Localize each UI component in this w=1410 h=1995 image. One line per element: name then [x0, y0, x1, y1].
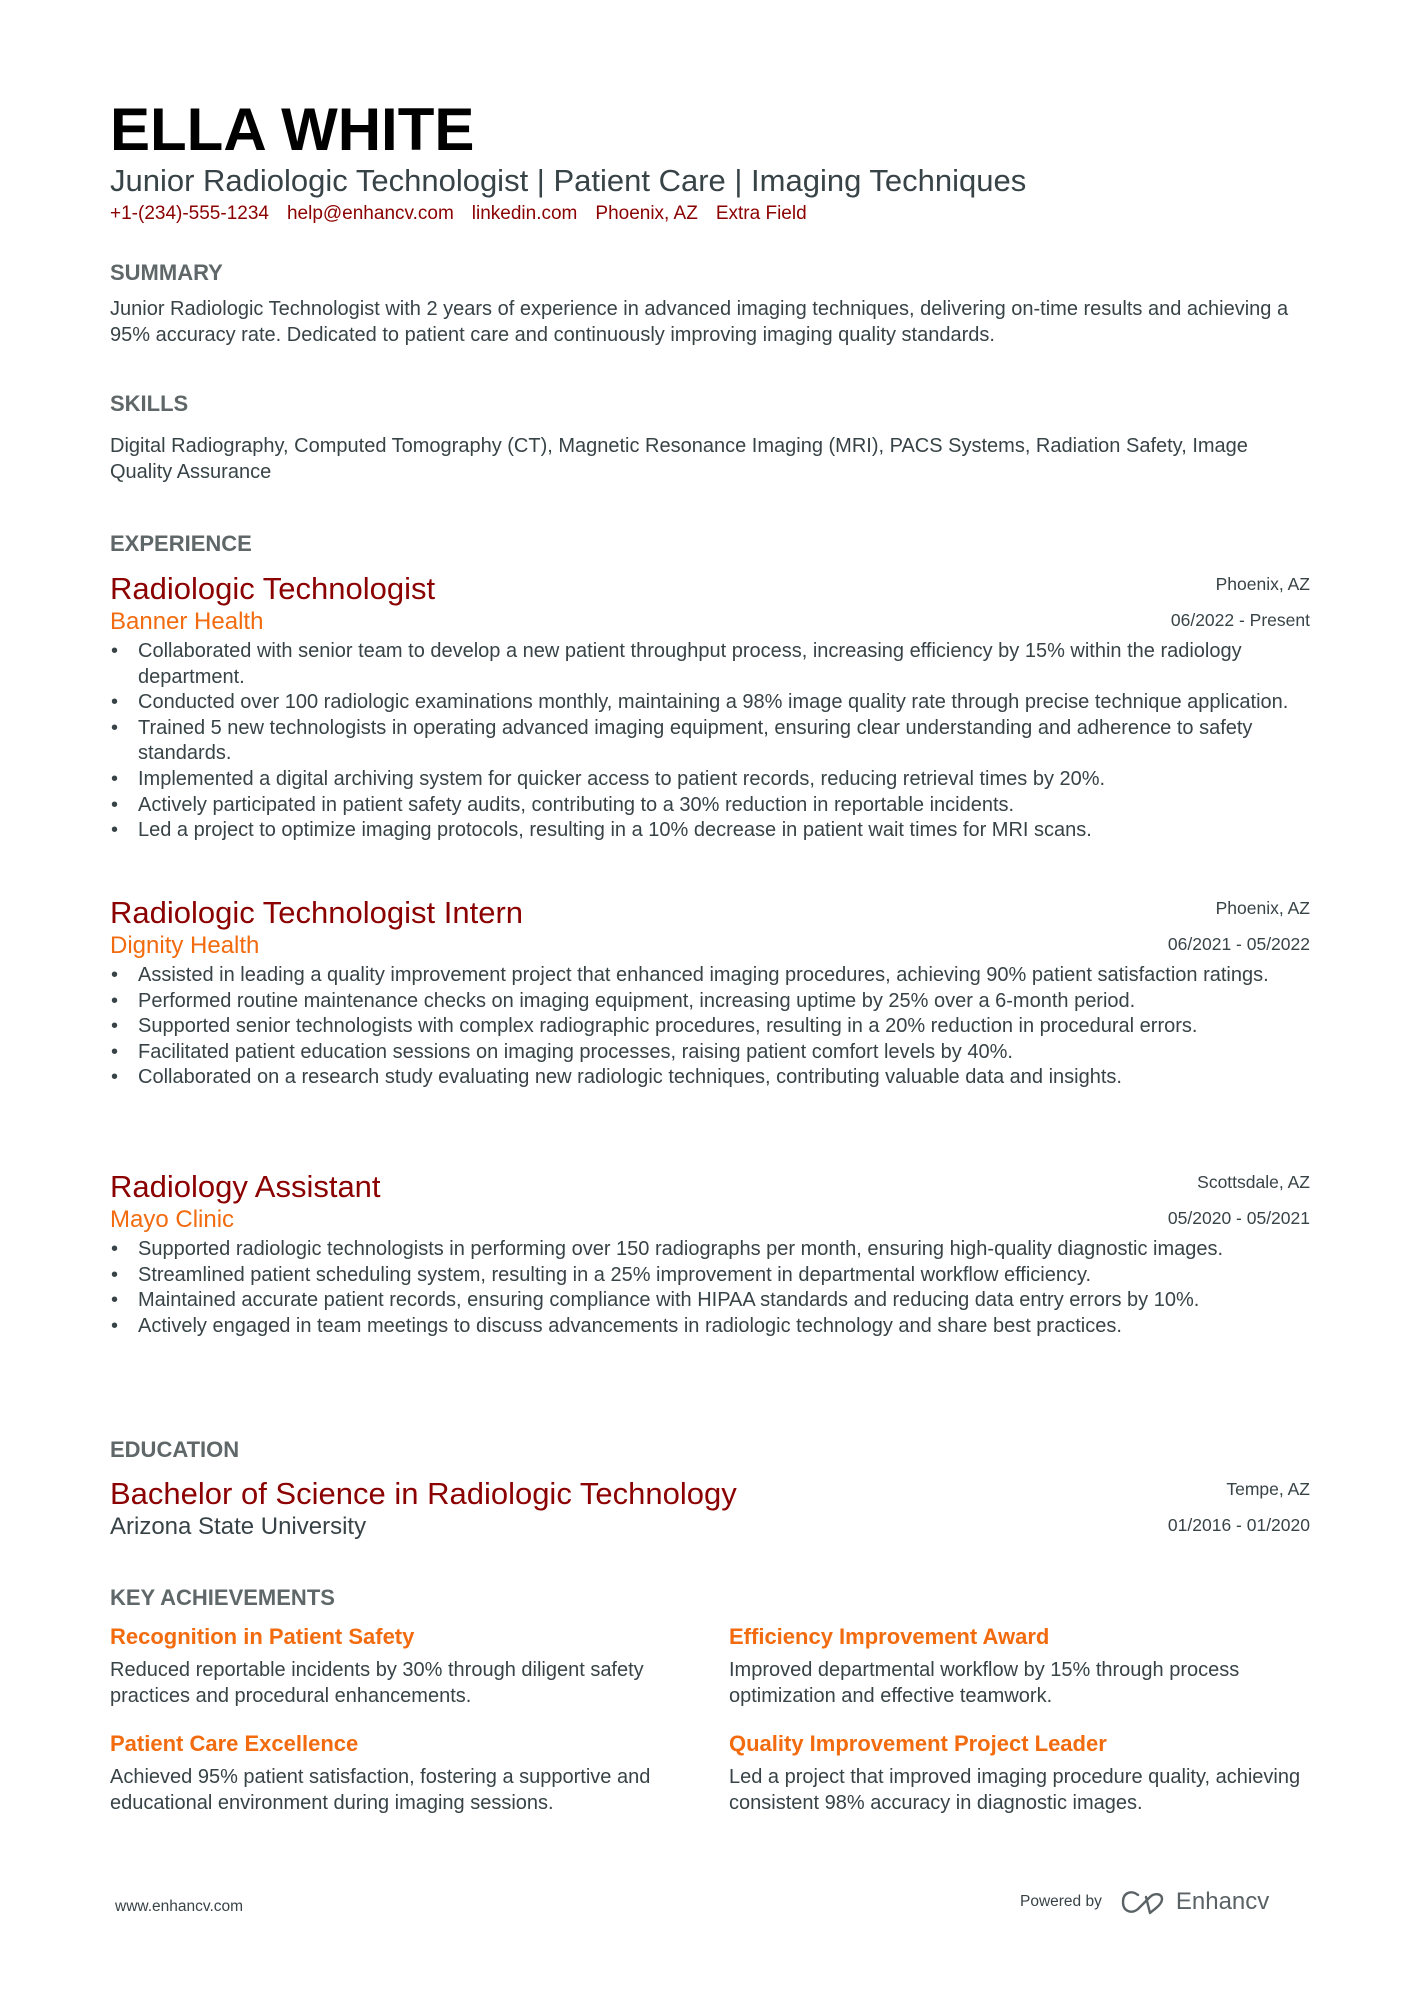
achievement-item — [729, 1623, 1319, 1709]
candidate-name: ELLA WHITE — [110, 96, 475, 163]
experience-entry — [110, 1169, 1310, 1339]
school-name: Arizona State University — [110, 1513, 367, 1540]
education-heading: EDUCATION — [110, 1437, 240, 1462]
contact-extra-field: Extra Field — [715, 203, 807, 224]
bullet-item: • Maintained accurate patient records, ensuring compliance with HIPAA standards and reducing data entry errors by 10%. — [138, 1288, 1310, 1314]
achievement-title: Patient Care Excellence — [110, 1731, 359, 1756]
achievements-heading: KEY ACHIEVEMENTS — [110, 1585, 335, 1610]
footer-powered-by — [1020, 1888, 1269, 1916]
bullet-item: • Performed routine maintenance checks on imaging equipment, increasing uptime by 25% over a 6-month period. — [138, 989, 1310, 1015]
bullet-item: • Actively engaged in team meetings to discuss advancements in radiologic technology and share best practices. — [138, 1314, 1310, 1340]
experience-entry — [110, 571, 1310, 844]
summary-heading: SUMMARY — [110, 260, 223, 285]
powered-by-label: Powered by — [1020, 1893, 1102, 1910]
bullet-item: • Actively participated in patient safety audits, contributing to a 30% reduction in reportable incidents. — [138, 793, 1310, 819]
brand-name: Enhancv — [1175, 1888, 1270, 1915]
bullet-item: • Supported senior technologists with complex radiographic procedures, resulting in a 20% reduction in procedural errors. — [138, 1014, 1310, 1040]
summary-text: Junior Radiologic Technologist with 2 years of experience in advanced imaging techniques, delivering on-time results and achieving a 95% accuracy rate. Dedicated to patient care and continuously improving imaging quality standards. — [110, 298, 1289, 346]
job-dates: 06/2021 - 05/2022 — [1167, 934, 1310, 954]
bullet-item: • Collaborated on a research study evaluating new radiologic techniques, contributing valuable data and insights. — [138, 1065, 1310, 1091]
achievement-title: Quality Improvement Project Leader — [729, 1731, 1107, 1756]
experience-entry — [110, 895, 1310, 1091]
headline: Junior Radiologic Technologist | Patient Care | Imaging Techniques — [110, 163, 1027, 198]
job-dates: 06/2022 - Present — [1170, 610, 1310, 630]
achievement-item — [110, 1730, 700, 1816]
contact-linkedin[interactable]: linkedin.com — [471, 203, 578, 224]
skills-text: Digital Radiography, Computed Tomography (CT), Magnetic Resonance Imaging (MRI), PACS Systems, Radiation Safety, Image Quality Assurance — [110, 435, 1248, 483]
brand[interactable] — [1120, 1888, 1269, 1916]
job-title: Radiology Assistant — [110, 1169, 381, 1204]
achievement-desc: Achieved 95% patient satisfaction, fostering a supportive and educational environment during imaging sessions. — [110, 1766, 651, 1814]
bullet-item: • Streamlined patient scheduling system, resulting in a 25% improvement in departmental workflow efficiency. — [138, 1263, 1310, 1289]
bullet-item: • Conducted over 100 radiologic examinations monthly, maintaining a 98% image quality rate through precise technique application. — [138, 690, 1310, 716]
job-location: Scottsdale, AZ — [1197, 1172, 1310, 1192]
bullet-item: • Facilitated patient education sessions on imaging processes, raising patient comfort levels by 40%. — [138, 1040, 1310, 1066]
achievement-item — [110, 1623, 700, 1709]
bullet-item: • Implemented a digital archiving system for quicker access to patient records, reducing retrieval times by 20%. — [138, 767, 1310, 793]
school-location: Tempe, AZ — [1226, 1479, 1310, 1499]
job-location: Phoenix, AZ — [1215, 898, 1310, 918]
company-name: Mayo Clinic — [110, 1206, 235, 1233]
education-dates: 01/2016 - 01/2020 — [1167, 1515, 1310, 1535]
achievement-desc: Led a project that improved imaging procedure quality, achieving consistent 98% accuracy in diagnostic images. — [729, 1766, 1301, 1814]
experience-heading: EXPERIENCE — [110, 531, 252, 556]
skills-heading: SKILLS — [110, 391, 189, 416]
job-dates: 05/2020 - 05/2021 — [1167, 1208, 1310, 1228]
company-name: Dignity Health — [110, 932, 260, 959]
bullet-list — [110, 639, 1310, 844]
achievement-desc: Improved departmental workflow by 15% through process optimization and effective teamwork. — [729, 1659, 1240, 1707]
company-name: Banner Health — [110, 608, 264, 635]
job-title: Radiologic Technologist Intern — [110, 895, 524, 930]
contact-phone[interactable]: +1-(234)-555-1234 — [110, 203, 269, 224]
achievement-title: Efficiency Improvement Award — [729, 1624, 1050, 1649]
achievement-title: Recognition in Patient Safety — [110, 1624, 415, 1649]
degree-title: Bachelor of Science in Radiologic Technology — [110, 1476, 737, 1511]
job-title: Radiologic Technologist — [110, 571, 436, 606]
education-entry — [110, 1476, 1310, 1542]
footer-website[interactable]: www.enhancv.com — [115, 1898, 244, 1915]
bullet-item: • Assisted in leading a quality improvement project that enhanced imaging procedures, achieving 90% patient satisfaction ratings. — [138, 963, 1310, 989]
bullet-item: • Supported radiologic technologists in performing over 150 radiographs per month, ensuring high-quality diagnostic images. — [138, 1237, 1310, 1263]
bullet-item: • Led a project to optimize imaging protocols, resulting in a 10% decrease in patient wait times for MRI scans. — [138, 818, 1310, 844]
contact-email[interactable]: help@enhancv.com — [286, 203, 454, 224]
contact-location: Phoenix, AZ — [595, 203, 698, 224]
contact-bar — [110, 202, 807, 226]
bullet-list — [110, 963, 1310, 1091]
achievement-desc: Reduced reportable incidents by 30% through diligent safety practices and procedural enhancements. — [110, 1659, 644, 1707]
bullet-item: • Trained 5 new technologists in operating advanced imaging equipment, ensuring clear understanding and adherence to safety standards. — [138, 716, 1310, 767]
bullet-item: • Collaborated with senior team to develop a new patient throughput process, increasing efficiency by 15% within the radiology department. — [138, 639, 1310, 690]
achievement-item — [729, 1730, 1319, 1816]
enhancv-logo-icon — [1120, 1889, 1166, 1915]
bullet-list — [110, 1237, 1310, 1339]
job-location: Phoenix, AZ — [1215, 574, 1310, 594]
